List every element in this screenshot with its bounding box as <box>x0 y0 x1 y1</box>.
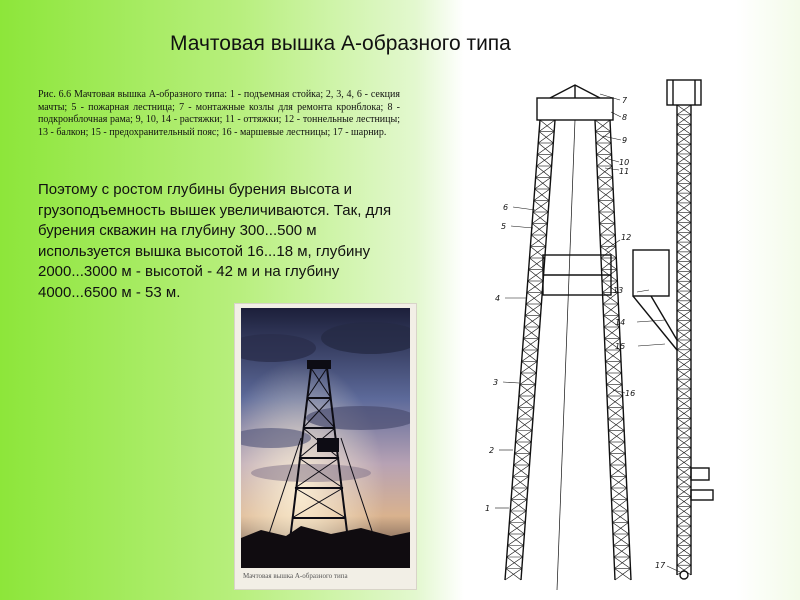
callout-3: 3 <box>493 378 499 387</box>
callout-13: 13 <box>613 286 624 295</box>
front-view-mast <box>505 85 631 590</box>
callout-17: 17 <box>655 561 666 570</box>
side-view-mast <box>633 80 713 579</box>
callout-9: 9 <box>622 136 628 145</box>
derrick-drawing-svg <box>455 50 760 595</box>
photo-caption: Мачтовая вышка А-образного типа <box>243 572 348 580</box>
side-view-lattice <box>677 105 691 575</box>
derrick-technical-drawing <box>455 50 760 595</box>
front-view-lattice <box>505 120 631 580</box>
figure-caption: Рис. 6.6 Мачтовая вышка А-образного типа: 1 - подъемная стойка; 2, 3, 4, 6 - секция мачты; 5 - пожарная лестница; 7 - монтажные козлы для ремонта кронблока; 8 - подкронблочная рама; 9, 10, 14 - растяжки; 11 - оттяжки; 12 - тоннельные лестницы; 13 - балкон; 15 - предохранительный пояс; 16 - маршевые лестницы; 17 - шарнир. <box>38 89 400 138</box>
callout-12: 12 <box>621 233 632 242</box>
callout-7: 7 <box>622 96 628 105</box>
derrick-photo <box>241 308 410 568</box>
callout-14: 14 <box>615 318 626 327</box>
callout-6: 6 <box>503 203 509 212</box>
derrick-photo-frame <box>234 303 417 590</box>
derrick-photo-image <box>241 308 410 568</box>
callout-16: 16 <box>625 389 636 398</box>
callout-2: 2 <box>489 446 495 455</box>
callout-1: 1 <box>485 504 491 513</box>
callout-8: 8 <box>622 113 628 122</box>
callout-15: 15 <box>615 342 626 351</box>
callout-4: 4 <box>495 294 501 303</box>
callout-5: 5 <box>501 222 507 231</box>
callout-11: 11 <box>619 167 630 176</box>
callout-10: 10 <box>619 158 630 167</box>
body-paragraph: Поэтому с ростом глубины бурения высота и грузоподъемность вышек увеличиваются. Так, для бурения скважин на глубину 300...500 м используется вышка высотой 16...18 м, глубину 2000...3000 м - высотой - 42 м и на глубину 4000...6500 м - 53 м. <box>38 181 392 301</box>
slide-title: Мачтовая вышка А-образного типа <box>170 32 511 55</box>
